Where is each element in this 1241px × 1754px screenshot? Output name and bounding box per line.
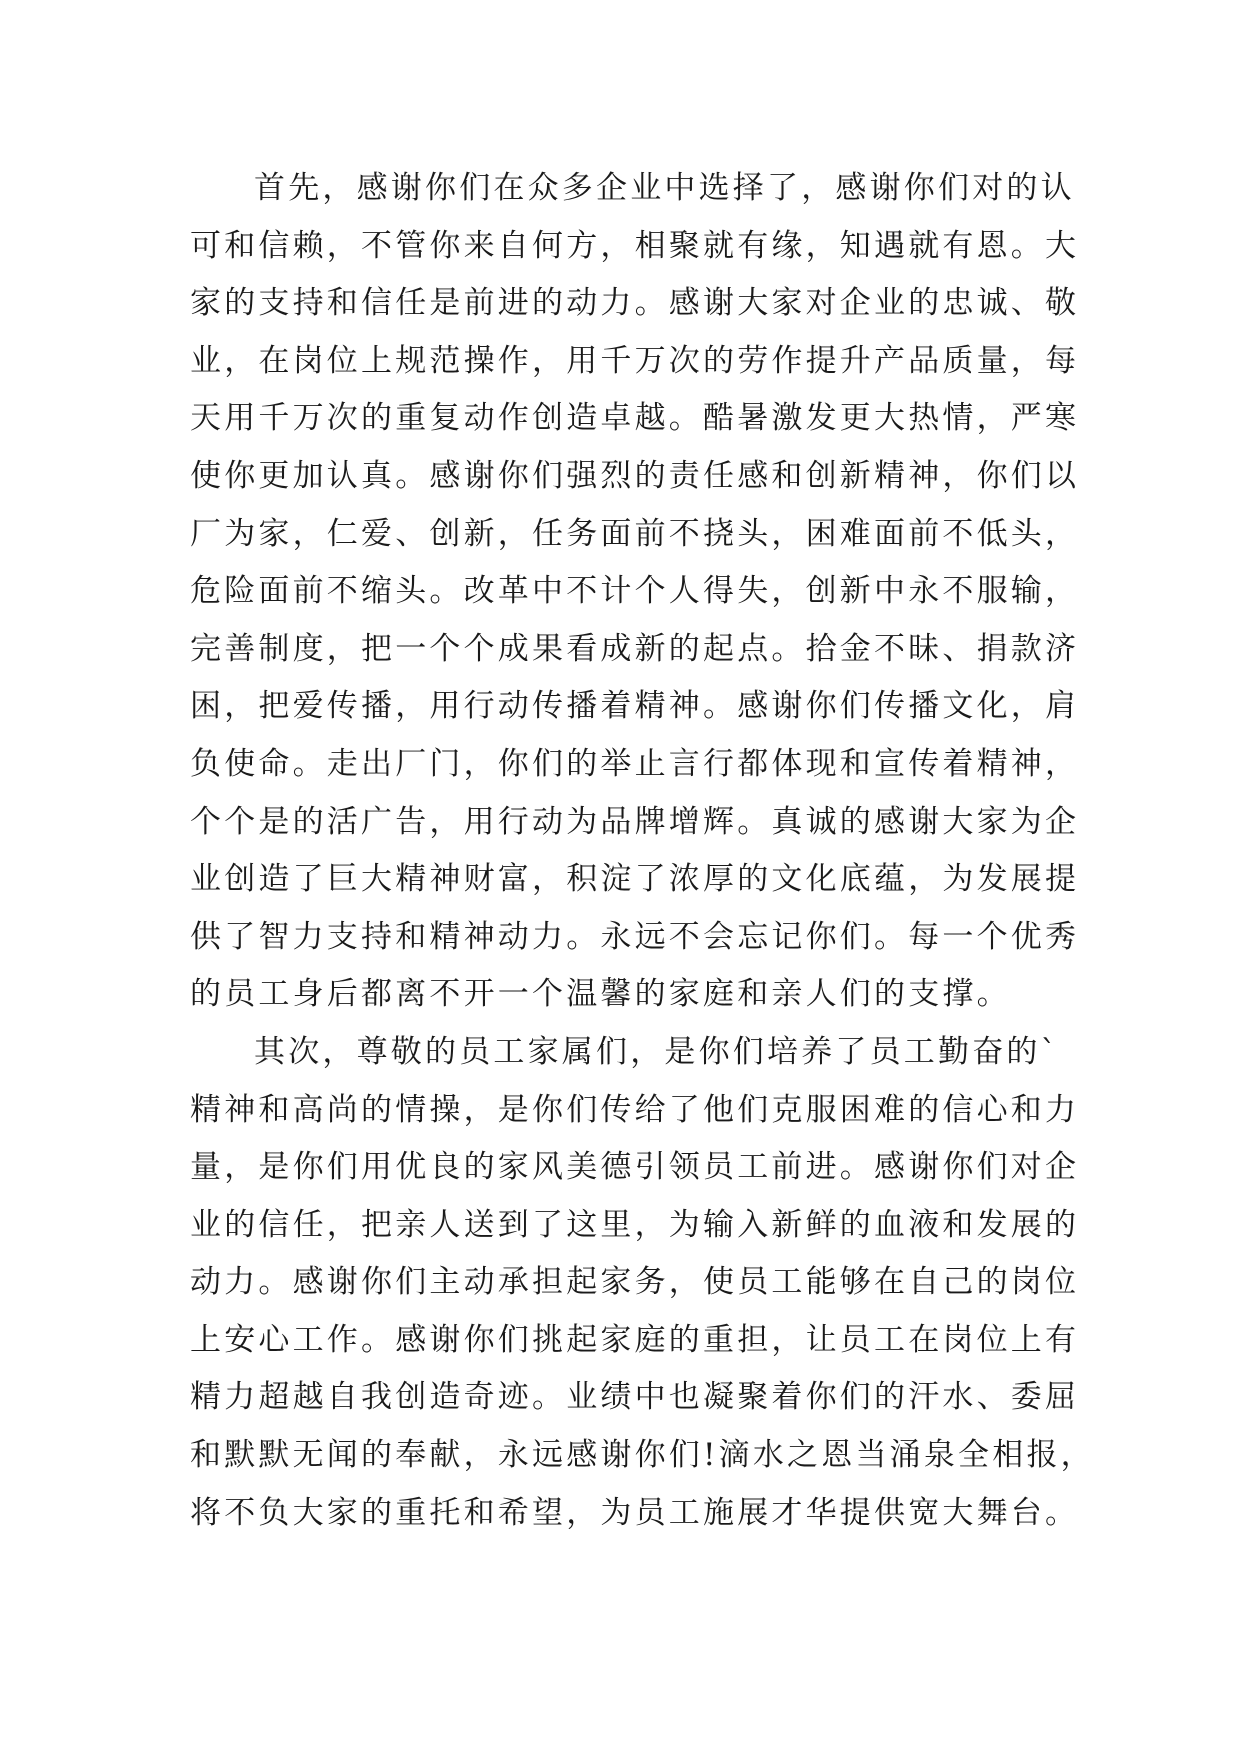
text-line: 困，把爱传播，用行动传播着精神。感谢你们传播文化，肩 [190,688,1080,725]
text-line: 量，是你们用优良的家风美德引领员工前进。感谢你们对企 [190,1149,1080,1186]
text-line: 厂为家，仁爱、创新，任务面前不挠头，困难面前不低头， [190,515,1080,552]
text-line: 业的信任，把亲人送到了这里，为输入新鲜的血液和发展的 [190,1206,1080,1243]
text-line: 精力超越自我创造奇迹。业绩中也凝聚着你们的汗水、委屈 [190,1379,1080,1416]
text-line: 家的支持和信任是前进的动力。感谢大家对企业的忠诚、敬 [190,285,1080,322]
text-line: 个个是的活广告，用行动为品牌增辉。真诚的感谢大家为企 [190,803,1080,840]
text-line: 的员工身后都离不开一个温馨的家庭和亲人们的支撑。 [190,976,1011,1013]
text-line: 将不负大家的重托和希望，为员工施展才华提供宽大舞台。 [190,1494,1080,1531]
text-line: 天用千万次的重复动作创造卓越。酷暑激发更大热情，严寒 [190,400,1080,437]
text-line: 动力。感谢你们主动承担起家务，使员工能够在自己的岗位 [190,1264,1080,1301]
text-line: 危险面前不缩头。改革中不计个人得失，创新中永不服输， [190,573,1080,610]
paragraph-2 [190,1024,1095,1542]
paragraph-1 [190,160,1080,1024]
text-line: 负使命。走出厂门，你们的举止言行都体现和宣传着精神， [190,745,1080,782]
text-line: 业创造了巨大精神财富，积淀了浓厚的文化底蕴，为发展提 [190,861,1080,898]
text-line: 首先，感谢你们在众多企业中选择了，感谢你们对的认 [254,170,1075,206]
text-line: 业，在岗位上规范操作，用千万次的劳作提升产品质量，每 [190,342,1080,379]
text-line: 精神和高尚的情操，是你们传给了他们克服困难的信心和力 [190,1091,1080,1128]
text-line: 和默默无闻的奉献，永远感谢你们!滴水之恩当涌泉全相报， [190,1437,1095,1474]
document-body [190,160,1095,1542]
text-line: 上安心工作。感谢你们挑起家庭的重担，让员工在岗位上有 [190,1321,1080,1358]
text-line: 其次，尊敬的员工家属们，是你们培养了员工勤奋的` [254,1033,1060,1070]
text-line: 供了智力支持和精神动力。永远不会忘记你们。每一个优秀 [190,918,1080,955]
text-line: 可和信赖，不管你来自何方，相聚就有缘，知遇就有恩。大 [190,227,1080,264]
text-line: 完善制度，把一个个成果看成新的起点。拾金不昧、捐款济 [190,630,1080,667]
text-line: 使你更加认真。感谢你们强烈的责任感和创新精神，你们以 [190,457,1080,494]
